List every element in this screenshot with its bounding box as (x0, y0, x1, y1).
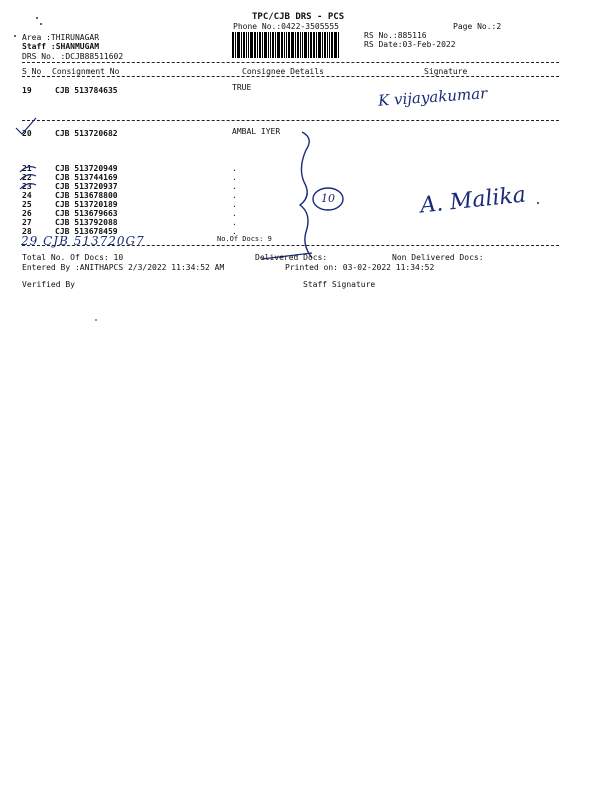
row-sno: 24 (22, 191, 32, 200)
verified-by: Verified By (22, 280, 75, 289)
row-consignee: . (232, 182, 237, 191)
row-consignment: CJB 513744169 (55, 173, 118, 182)
row-sno: 22 (22, 173, 32, 182)
check-mark (16, 118, 36, 134)
row-consignee: TRUE (232, 83, 252, 92)
row-sno: 21 (22, 164, 32, 173)
staff-signature: Staff Signature (303, 280, 376, 289)
handwritten-signature: K vijayakumar (377, 84, 488, 110)
staff-field: Staff :SHANMUGAM (22, 42, 100, 51)
row-sno: 27 (22, 218, 32, 227)
row-consignment: CJB 513720189 (55, 200, 118, 209)
row-consignee: . (232, 200, 237, 209)
row-consignee: . (232, 218, 237, 227)
entered-by: Entered By :ANITHAPCS 2/3/2022 11:34:52 AM (22, 263, 225, 272)
handwritten-signature: A. Malika (418, 182, 528, 219)
column-sno: S No (22, 67, 42, 76)
column-signature: Signature (424, 67, 468, 76)
total-docs: Total No. Of Docs: 10 (22, 253, 124, 262)
row-consignment: CJB 513720949 (55, 164, 118, 173)
tick-mark (20, 184, 36, 189)
row-consignment: CJB 513784635 (55, 86, 118, 95)
row-sno: 23 (22, 182, 32, 191)
area-field: Area :THIRUNAGAR (22, 33, 100, 42)
row-consignee: . (232, 164, 237, 173)
tick-mark (20, 167, 36, 172)
printed-on: Printed on: 03-02-2022 11:34:52 (285, 263, 435, 272)
document-title: TPC/CJB DRS - PCS (252, 12, 345, 22)
row-consignment: CJB 513720937 (55, 182, 118, 191)
scan-speck (95, 319, 97, 321)
handwritten-row: 29 CJB 513720G7 (21, 234, 145, 248)
row-consignment: CJB 513792088 (55, 218, 118, 227)
phone-number: Phone No.:0422-3505555 (233, 22, 339, 31)
row-sno: 28 (22, 227, 32, 236)
row-sno: 20 (22, 129, 32, 138)
ink-dot (537, 202, 539, 204)
rs-date: RS Date:03-Feb-2022 (364, 40, 456, 49)
page-number: Page No.:2 (453, 22, 502, 31)
row-consignment: CJB 513678459 (55, 227, 118, 236)
row-consignee: AMBAL IYER (232, 127, 281, 136)
row-consignment: CJB 513678800 (55, 191, 118, 200)
column-consignee: Consignee Details (242, 67, 324, 76)
non-delivered-docs: Non Delivered Docs: (392, 253, 484, 262)
row-consignment: CJB 513679663 (55, 209, 118, 218)
tick-mark (20, 175, 36, 180)
rs-number: RS No.:885116 (364, 31, 427, 40)
brace-mark (300, 132, 312, 258)
column-consignment: Consignment No (52, 67, 120, 76)
row-sno: 26 (22, 209, 32, 218)
docs-count: No.Of Docs: 9 (217, 235, 272, 243)
footer-divider (22, 245, 559, 246)
row-consignee: . (232, 227, 237, 236)
row-consignee: . (232, 191, 237, 200)
row-sno: 19 (22, 86, 32, 95)
row-consignee: . (232, 173, 237, 182)
row-consignee: . (232, 209, 237, 218)
row-consignment: CJB 513720682 (55, 129, 118, 138)
row-sno: 25 (22, 200, 32, 209)
drs-number: DRS No. :DCJB88511602 (22, 52, 124, 61)
circled-count: 10 (321, 192, 335, 205)
delivered-docs: Delivered Docs: (255, 253, 328, 262)
